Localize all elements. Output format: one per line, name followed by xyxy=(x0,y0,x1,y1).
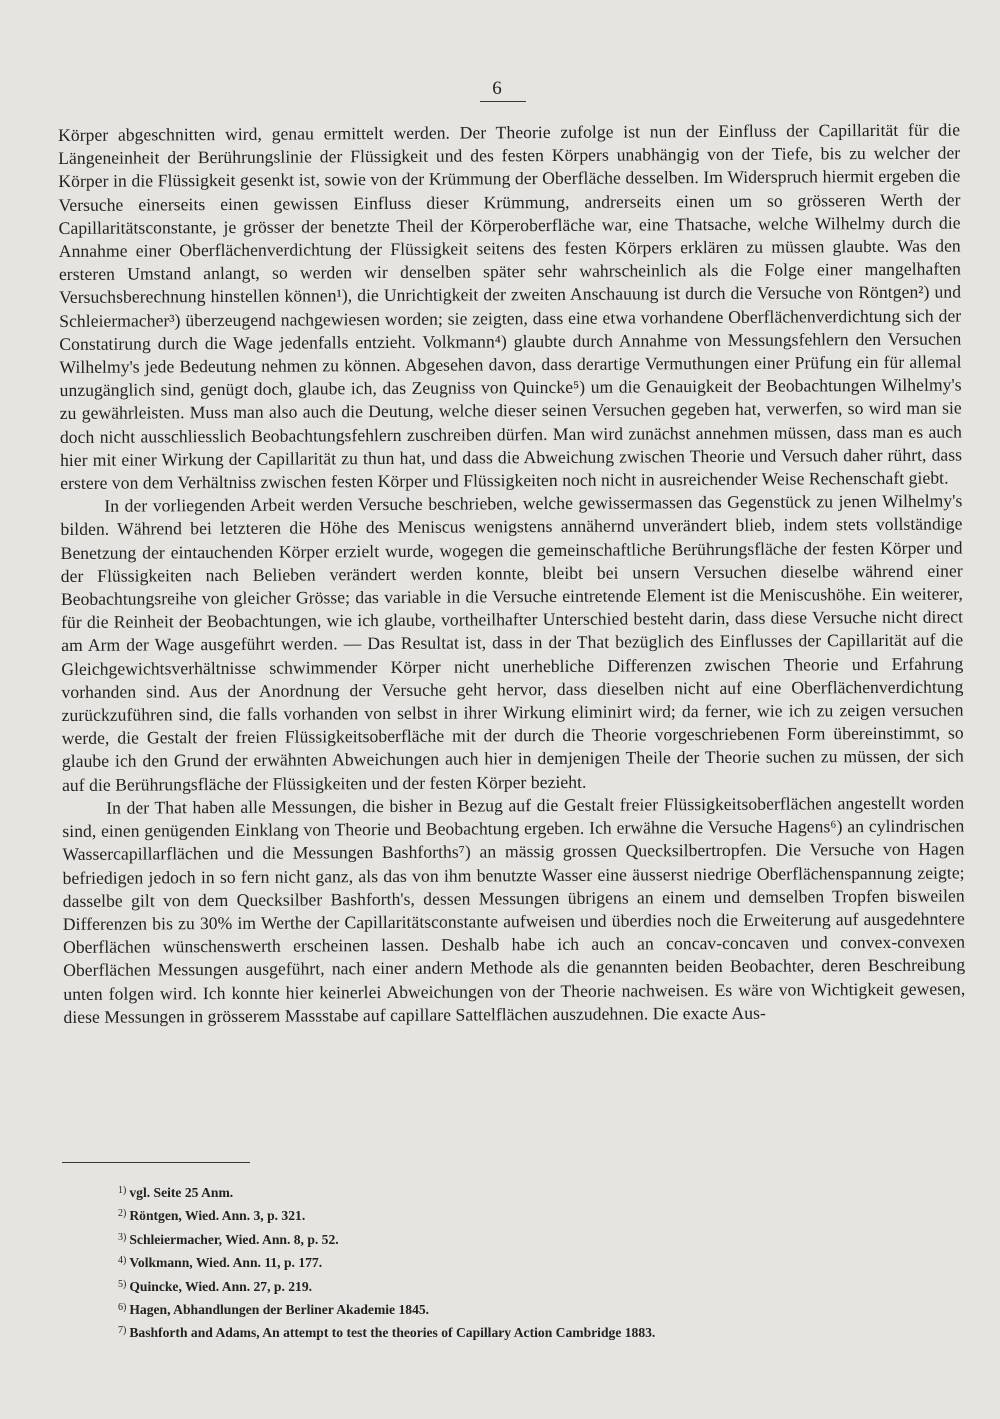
footnote-3-mark: 3) xyxy=(118,1231,127,1243)
body-text xyxy=(58,118,966,1145)
footnote-4-text: Volkmann, Wied. Ann. 11, p. 177. xyxy=(129,1255,323,1271)
footnote-separator xyxy=(62,1162,250,1163)
footnote-1 xyxy=(118,1180,878,1203)
footnote-2-text: Röntgen, Wied. Ann. 3, p. 321. xyxy=(129,1208,306,1224)
footnote-5-mark: 5) xyxy=(118,1278,127,1290)
footnote-5-text: Quincke, Wied. Ann. 27, p. 219. xyxy=(129,1278,313,1294)
footnotes-list xyxy=(118,1180,878,1344)
footnote-3-text: Schleiermacher, Wied. Ann. 8, p. 52. xyxy=(129,1231,339,1247)
footnote-1-text: vgl. Seite 25 Anm. xyxy=(129,1185,234,1200)
page-number: 6 xyxy=(492,78,502,99)
footnote-1-mark: 1) xyxy=(118,1185,127,1196)
paragraph-3: In der That haben alle Messungen, die bisher in Bezug auf die Gestalt freier Flüssigkeitsoberflächen angestellt worden sind, einen genügenden Einklang von Theorie und Beobachtung ergeben. Ich erwähne die Versuche Hagens⁶) an cylindrischen Wassercapillarflächen und die Messungen Bashforths⁷) an mässig grossen Quecksilbertropfen. Die Versuche von Hagen befriedigen jedoch in so fern nicht ganz, als das von ihm benutzte Wasser eine äusserst niedrige Oberflächenspannung zeigte; dasselbe gilt von dem Quecksilber Bashforth's, dessen Messungen übrigens an einem und demselben Tropfen bisweilen Differenzen bis zu 30% im Werthe der Capillaritätsconstante aufweisen und überdies noch die Erweiterung auf ausgedehntere Oberflächen wünschenswerth erscheinen lassen. Deshalb habe ich auch an concav-concaven und convex-convexen Oberflächen Messungen ausgeführt, nach einer andern Methode als die genannten beiden Beobachter, deren Beschreibung unten folgen wird. Ich konnte hier keinerlei Abweichungen von der Theorie nachweisen. Es wäre von Wichtigkeit gewesen, diese Messungen in grösserem Massstabe auf capillare Sattelflächen auszudehnen. Die exacte Aus- xyxy=(62,792,966,1027)
footnote-7-text: Bashforth and Adams, An attempt to test the theories of Capillary Action Cambridge 1883. xyxy=(129,1325,656,1341)
footnote-4 xyxy=(118,1250,878,1273)
footnote-2-mark: 2) xyxy=(118,1208,127,1220)
paragraph-2: In der vorliegenden Arbeit werden Versuche beschrieben, welche gewissermassen das Gegenstück zu jenen Wilhelmy's bilden. Während bei letzteren die Höhe des Meniscus wenigstens annähernd unverändert blieb, indem stets vollständige Benetzung der eintauchenden Körper erzielt wurde, wogegen die gemeinschaftliche Berührungsfläche der festen Körper und der Flüssigkeiten nach Belieben verändert werden konnte, bleibt bei unsern Versuchen dieselbe während einer Beobachtungsreihe von gleicher Grösse; das variable in die Versuche eintretende Element ist die Meniscushöhe. Ein weiterer, für die Reinheit der Beobachtungen, wie ich glaube, vortheilhafter Unterschied besteht darin, dass diese Versuche nicht direct am Arm der Wage ausgeführt werden. — Das Resultat ist, dass in der That bezüglich des Einflusses der Capillarität auf die Gleichgewichtsverhältnisse schwimmender Körper nicht unerhebliche Differenzen zwischen Theorie und Erfahrung vorhanden sind. Aus der Anordnung der Versuche geht hervor, dass dieselben nicht auf eine Oberflächenverdichtung zurückzuführen sind, die falls vorhanden von selbst in ihrer Wirkung eliminirt wird; da ferner, wie ich zu zeigen versuchen werde, die Gestalt der freien Flüssigkeitsoberfläche mit der durch die Theorie vorgeschriebenen Form übereinstimmt, so glaube ich den Grund der erwähnten Abweichungen auch hier in demjenigen Theile der Theorie suchen zu müssen, der sich auf die Berührungsfläche der Flüssigkeiten und der festen Körper bezieht. xyxy=(60,490,964,795)
footnote-3 xyxy=(118,1227,878,1250)
footnote-6 xyxy=(118,1297,878,1320)
page-number-rule xyxy=(480,101,526,102)
footnote-6-mark: 6) xyxy=(118,1302,127,1314)
footnote-4-mark: 4) xyxy=(118,1255,127,1267)
footnote-5 xyxy=(118,1274,878,1297)
footnote-2 xyxy=(118,1203,878,1226)
paragraph-1: Körper abgeschnitten wird, genau ermittelt werden. Der Theorie zufolge ist nun der Einfluss der Capillarität für die Längeneinheit der Berührungslinie der Flüssigkeit und des festen Körpers unabhängig von der Tiefe, bis zu welcher der Körper in die Flüssigkeit gesenkt ist, sowie von der Krümmung der Oberfläche desselben. Im Widerspruch hiermit ergeben die Versuche einerseits einen gewissen Einfluss dieser Krümmung, andrerseits einen um so grösseren Werth der Capillaritätsconstante, je grösser der benetzte Theil der Körperoberfläche war, eine Thatsache, welche Wilhelmy durch die Annahme einer Oberflächenverdichtung der Flüssigkeit seitens des festen Körpers erklären zu müssen glaubte. Was den ersteren Umstand anlangt, so werden wir denselben später sehr wahrscheinlich als die Folge einer mangelhaften Versuchsberechnung hinstellen können¹), die Unrichtigkeit der zweiten Anschauung ist durch die Versuche von Röntgen²) und Schleiermacher³) überzeugend nachgewiesen worden; sie zeigten, dass eine etwa vorhandene Oberflächenverdichtung sich der Constatirung durch die Wage jedenfalls entzieht. Volkmann⁴) glaubte durch Annahme von Messungsfehlern den Versuchen Wilhelmy's jede Bedeutung nehmen zu können. Abgesehen davon, dass derartige Vermuthungen einer Prüfung ein für allemal unzugänglich sind, genügt doch, glaube ich, das Zeugniss von Quincke⁵) um die Genauigkeit der Beobachtungen Wilhelmy's zu gewährleisten. Muss man also auch die Deutung, welche dieser seinen Versuchen gegeben hat, verwerfen, so wird man sie doch nicht ausschliesslich Beobachtungsfehlern zuschreiben dürfen. Man wird zunächst annehmen müssen, dass man es auch hier mit einer Wirkung der Capillarität zu thun hat, und dass die Abweichung zwischen Theorie und Versuch daher rührt, dass erstere von dem Verhältniss zwischen festen Körper und Flüssigkeiten noch nicht in ausreichender Weise Rechenschaft giebt. xyxy=(58,119,963,494)
footnote-6-text: Hagen, Abhandlungen der Berliner Akademie 1845. xyxy=(129,1302,430,1318)
footnote-7-mark: 7) xyxy=(118,1325,127,1337)
footnote-7 xyxy=(118,1320,878,1343)
